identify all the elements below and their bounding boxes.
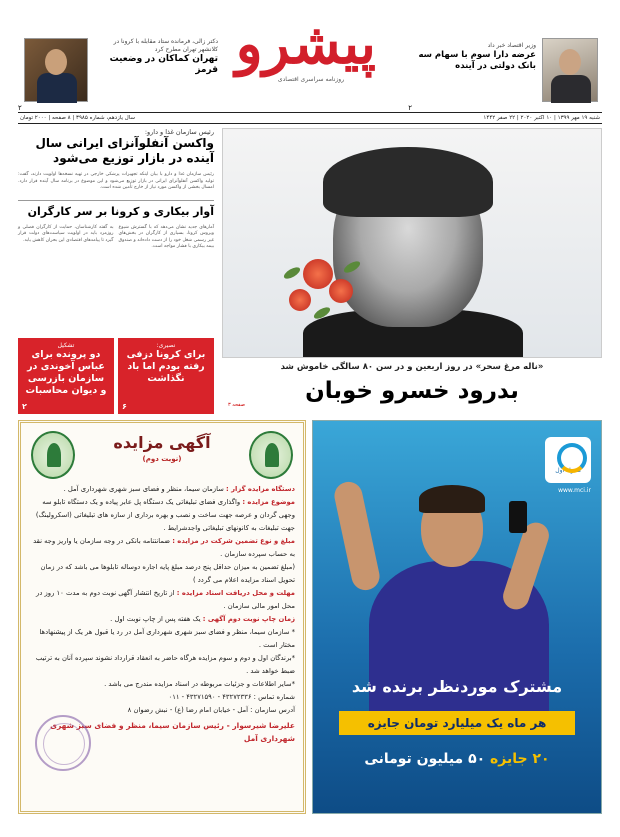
ad-line-label: مبلغ و نوع تضمین شرکت در مزایده : xyxy=(172,537,295,545)
teaser-title: دو پرونده برای عباس آخوندی در سازمان بازرسی و دیوان محاسبات xyxy=(25,349,107,396)
page-number: ۲ xyxy=(22,402,27,411)
dateline xyxy=(18,112,602,124)
divider xyxy=(18,200,214,201)
logo-subtitle: روزنامه سراسری اقتصادی xyxy=(277,76,345,83)
ad-line-text: *برندگان اول و دوم و سوم مزایده هرگاه حاضر به انعقاد قرارداد نشوند سپرده آنان به ترتیب ضبط خواهد شد . xyxy=(35,654,295,675)
story-kicker: دکتر زالی، فرمانده ستاد مقابله با کرونا در کلانشهر تهران مطرح کرد xyxy=(113,38,218,53)
ad-line xyxy=(29,652,295,678)
ad-line-text: سازمان سیما، منظر و فضای سبز شهری شهرداری آمل . xyxy=(63,485,227,493)
ad-line-label: زمان چاپ نوبت دوم آگهی : xyxy=(202,615,295,623)
ad-line xyxy=(29,587,295,613)
masthead-left-story[interactable] xyxy=(18,38,218,112)
story-title: عرضه دارا سوم با سهام سه بانک دولتی در آینده xyxy=(418,50,536,71)
ad-line xyxy=(29,626,295,652)
page-number: ۶ xyxy=(122,402,127,411)
municipality-emblem-icon xyxy=(249,431,293,479)
story-photo xyxy=(542,38,598,102)
ad-line-label: موضوع مزایده : xyxy=(242,498,295,506)
ad-line-text: * سازمان سیما، منظر و فضای سبز شهری شهرداری آمل در رد یا قبول هر یک از پیشنهادها مختار است . xyxy=(39,628,295,649)
ad-line xyxy=(29,496,295,535)
ad-line xyxy=(29,678,295,691)
ad-line-label: مهلت و محل دریافت اسناد مزایده : xyxy=(176,589,295,597)
ad-line xyxy=(29,483,295,496)
red-teasers xyxy=(18,338,214,414)
news-body: رئیس سازمان غذا و دارو با بیان اینکه تجهیزات پزشکی خارجی در تهیه نسخه‌ها اولویت دارند، گفت: تولید واکسن آنفلوآنزای ایرانی در بازار توزیع می‌شود و این موضوع در برنامه سال آینده قرار دارد. امسال بخشی از واکسن مورد نیاز از خارج تأمین شده است. xyxy=(18,172,214,190)
ad-line xyxy=(29,561,295,587)
municipality-emblem-icon xyxy=(31,431,75,479)
hero-caption: «ناله مرغ سحر» در روز اربعین و در سن ۸۰ سالگی خاموش شد xyxy=(280,362,544,372)
ad-line-text: *سایر اطلاعات و جزئیات مربوطه در اسناد مزایده مندرج می باشد . xyxy=(104,680,295,688)
ad-line xyxy=(29,535,295,561)
masthead xyxy=(18,8,602,110)
ad-line-text: (مبلغ تضمین به میزان حداقل پنج درصد مبلغ پایه اجاره دوساله تابلوها می باشد که در زمان تحویل اسناد مزایده اعلام می گردد ) xyxy=(40,563,295,584)
newspaper-logo xyxy=(235,8,376,108)
page-number: صفحه ۳ xyxy=(228,402,245,408)
official-stamp-icon xyxy=(35,715,91,771)
flower-decoration xyxy=(283,249,373,329)
logo-name: پیشرو xyxy=(235,11,376,77)
auction-advertisement xyxy=(18,420,306,814)
brand-name: همراه اول xyxy=(555,467,581,474)
masthead-right-story[interactable] xyxy=(402,38,602,112)
ad-line-text: ضمانتنامه بانکی در وجه سازمان یا واریز وجه نقد به حساب سپرده سازمان . xyxy=(33,537,295,558)
page-number: ۲ xyxy=(18,104,22,112)
news-body: آمارهای جدید نشان می‌دهد که با گسترش شیوع ویروس کرونا، بسیاری از کارگران در بخش‌های غیر رسمی شغل خود را از دست داده‌اند و صندوق بیمه بیکاری با فشار مواجه است. xyxy=(118,224,214,249)
news-body: به گفته کارشناسان، حمایت از کارگران فصلی و روزمزد باید در اولویت سیاست‌های دولت قرار گیرد تا پیامدهای اقتصادی این بحران کاهش یابد. xyxy=(18,224,114,243)
teaser-box[interactable] xyxy=(18,338,114,414)
page-number: ۲ xyxy=(408,104,412,112)
ad-line-text: واگذاری فضای تبلیغاتی یک دستگاه پل عابر پیاده و یک دستگاه تابلو سه وجهی گردان و عرصه جهت ساخت و نصب و بهره برداری از سازه های تبلیغاتی (اسکرولینگ) جهت تبلیغات به کانونهای تبلیغاتی واجدشرایط . xyxy=(35,498,295,532)
issue-date: شنبه ۱۹ مهر ۱۳۹۹ | ۱۰ اکتبر ۲۰۲۰ | ۲۲ صفر ۱۴۴۲ xyxy=(483,115,600,121)
ad-line-text: آدرس سازمان : آمل - خیابان امام رضا (ع) - نبش رضوان ۸ xyxy=(127,706,295,714)
teaser-box[interactable] xyxy=(118,338,214,414)
teaser-kicker: نصیری: xyxy=(156,342,176,349)
ad-person-arm xyxy=(500,519,553,613)
prize-amount: ۵۰ میلیون تومانی xyxy=(364,751,486,767)
ad-line-text: از تاریخ انتشار آگهی نوبت دوم به مدت ۱۰ روز در محل امور مالی سازمان . xyxy=(36,589,295,610)
ad-signature: علیرضا شیرسوار - رئیس سازمان سیما، منظر و فضای سبز شهری شهرداری آمل xyxy=(50,721,295,743)
ad-prize-band: هر ماه یک میلیارد تومان جایزه xyxy=(339,711,575,735)
ad-line xyxy=(29,691,295,704)
ad-body xyxy=(29,483,295,717)
ad-line-text: یک هفته پس از چاپ نوبت اول . xyxy=(110,615,203,623)
news-headline[interactable]: آوار بیکاری و کرونا بر سر کارگران xyxy=(27,204,214,218)
ad-url: www.mci.ir xyxy=(558,487,591,494)
ad-line xyxy=(29,613,295,626)
ad-line-text: شماره تماس : ۴۳۲۷۲۳۳۶ - ۴۳۲۷۱۵۹۰ - ۰۱۱ xyxy=(168,693,295,701)
news-headline[interactable]: واکسن آنفلوآنزای ایرانی سال آینده در بازار توزیع می‌شود xyxy=(35,136,214,165)
story-title: تهران کماکان در وضعیت قرمز xyxy=(109,54,218,75)
issue-number: سال یازدهم، شماره ۳۹۸۵ | ۸ صفحه | ۲۰۰۰ تومان xyxy=(20,115,136,121)
ad-prize-line xyxy=(321,751,593,767)
ad-headline: مشترک موردنظر برنده شد xyxy=(351,677,563,696)
news-kicker: رئیس سازمان غذا و دارو: xyxy=(144,128,214,136)
mci-advertisement[interactable] xyxy=(312,420,602,814)
mci-logo-icon xyxy=(545,437,591,483)
phone-icon xyxy=(509,501,527,533)
story-kicker: وزیر اقتصاد خبر داد xyxy=(487,42,536,49)
teaser-kicker: تشکیل xyxy=(57,342,75,349)
hero-headline: بدرود خسرو خوبان xyxy=(305,378,519,404)
ad-person-hair xyxy=(419,485,485,513)
story-photo xyxy=(24,38,88,102)
ad-line-label: دستگاه مزایده گزار : xyxy=(226,485,295,493)
ad-subtitle: (نوبت دوم) xyxy=(142,455,182,463)
ad-person-arm xyxy=(332,479,382,592)
teaser-title: برای کرونا دزفی رفته بودم اما باد نگذاشت xyxy=(126,349,206,384)
hero-story[interactable] xyxy=(222,128,602,414)
ad-title: آگهی مزایده xyxy=(113,433,211,452)
prize-count: ۲۰ جایزه xyxy=(490,751,550,767)
hero-portrait xyxy=(222,128,602,358)
